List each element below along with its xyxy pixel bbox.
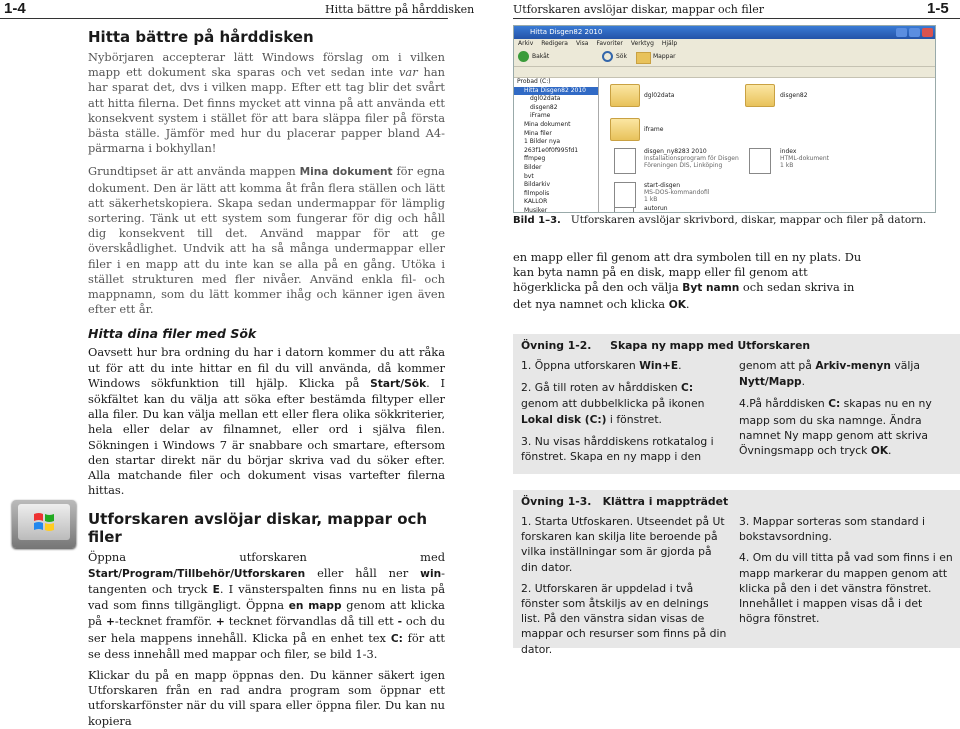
exercise-1-3-step-4: 4. Om du vill titta på vad som finns i en mapp markerar du mappen genom att klicka på den i det vänstra fönstret. Innehållet i mappen visas då i det högra fönstret. [739,551,953,626]
folder-icon [610,84,640,107]
exercise-1-3-step-3: 3. Mappar sorteras som standard i bokstavsordning. [739,515,926,544]
document-icon [614,207,634,213]
folder-icon [745,84,775,107]
section-heading-utforskaren: Utforskaren avslöjar diskar, mappar och filer [88,510,428,547]
exercise-1-2-title: Övning 1-2. Skapa ny mapp med Utforskaren [521,339,811,352]
header-rule-left [0,18,448,19]
sok-paragraph: Oavsett hur bra ordning du har i datorn kommer du att råka ut för att du inte hittar en fil du vill använda, då kommer Windows sökfunktion till hjälp. Klicka på Start/Sök. I sökfältet kan du välja att söka efter bestämda filtyper eller alla filer. Du kan välja mellan ett eller flera olika sökkriterier, hela eller delar av filnamnet, eller ord i själva filen. Sökningen i Windows 7 är snabbare och smartare, eftersom den startar direkt när du börjar skriva vad du söker efter. Alla matchande filer och dokument visas vartefter filerna hittas. [88,345,446,498]
explorer-toolbar: Bakåt Sök Mappar [514,48,935,67]
exercise-1-2-step-4: 4.På hårddisken C: skapas nu en ny mapp som du ska namnge. Ändra namnet Ny mapp genom att skriva Övningsmapp och tryck OK. [739,397,932,458]
exercise-1-3 [513,490,960,656]
exercise-1-3-title: Övning 1-3. Klättra i mappträdet [521,495,729,508]
exercise-1-2-step-3: 3. Nu visas hårddiskens rotkatalog i fönstret. Skapa en ny mapp i den [521,434,714,464]
folder-icon [610,118,640,141]
document-icon [749,148,771,174]
exercise-1-3-step-2: 2. Utforskaren är uppdelad i två fönster som åtskiljs av en delnings list. På den vänstra sidan visas de mappar och resurser som finns på din dator. [521,581,727,656]
page-number-left: 1-4 [4,0,26,17]
page-number-right: 1-5 [927,0,949,17]
folders-icon [636,52,651,64]
explorer-menu-bar: Arkiv Redigera Visa Favoriter Verktyg Hjälp [514,39,935,48]
file-pane: dgl02data disgen82 iframe disgen_ny8283 2010 Installationsprogram för Disgen Föreningen DIS, Linköping index HTML-dokument 1 kB start-disgen MS-DOS-kommandofil 1 kB autorun [600,78,935,212]
windows-logo-icon [18,504,70,540]
explorer-screenshot [513,25,936,213]
windows-key-icon [12,500,76,548]
explorer-title-bar: Hitta Disgen82 2010 [514,26,935,39]
rename-paragraph: en mapp eller fil genom att dra symbolen till en ny plats. Du kan byta namn på en disk, mapp eller fil genom att högerklicka på den och välja Byt namn och sedan skriva in det nya namnet och klicka OK. [513,250,862,311]
running-head-right: Utforskaren avslöjar diskar, mappar och filer [513,3,764,16]
section-heading: Hitta bättre på hårddisken [88,28,314,46]
exercise-1-2 [513,334,960,474]
folder-tree: Probad (C:) Hitta Disgen82 2010 dgl02data disgen82 iFrame Mina dokument Mina filer 1 Bilder nya 263f1e0f0f995fd1 ffmpeg Bilder bvt Bildarkiv filmpolis KALLOR Musiker [514,78,599,212]
running-head-left: Hitta bättre på hårddisken [325,3,475,16]
document-icon [614,182,636,208]
utforskaren-paragraph: Öppna utforskaren med Start/Program/Tillbehör/Utforskaren eller håll ner win-tangenten och tryck E. I vänsterspalten finns nu en lista på vad som finns tillgängligt. Öppna en mapp genom att klicka på +-tecknet framför. + tecknet förvandlas då till ett - och du ser hela mappens innehåll. Klicka på en enhet tex C: för att se dess innehåll med mappar och filer, se bild 1-3. [88,550,445,661]
document-icon [614,148,636,174]
exercise-1-2-step-3-cont: genom att på Arkiv-menyn välja Nytt/Mapp. [739,359,920,389]
tip-paragraph: Grundtipset är att använda mappen Mina dokument för egna dokument. Den är lätt att komma åt från flera ställen och lätt att säkerhetskopiera. Skapa sedan undermappar för lämplig sortering. Tänk ut ett system som fungerar för dig och håll dig konsekvent till det. Använd mappar för att ge överskådlighet. Undvik att ha så många undermappar eller filer i en mapp att du inte kan se alla på en gång. Utöka i stället strukturen med fler nivåer. Använd enkla fil- och mappnamn, som du lätt kommer ihåg och känner igen även efter ett år. [88,164,445,317]
search-icon [602,51,613,62]
exercise-1-3-step-1: 1. Starta Utfoskaren. Utseendet på Ut forskaren kan skilja lite beroende på vilka inställningar som är gjorda på din dator. [521,515,725,574]
address-bar [514,67,935,78]
subheading-sok: Hitta dina filer med Sök [88,326,257,342]
figure-caption: Bild 1–3. Utforskaren avslöjar skrivbord, diskar, mappar och filer på datorn. [513,214,927,226]
last-paragraph: Klickar du på en mapp öppnas den. Du känner säkert igen Utforskaren från en rad andra program som öppnar ett utforskarfönster när du vill spara eller öppna filer. Du kan nu kopiera [88,667,445,728]
header-rule-right [513,18,960,19]
intro-paragraph: Nybörjaren accepterar lätt Windows förslag om i vilken mapp ett dokument ska sparas och vet sedan inte var han har sparat det, dvs i vilken mapp. Efter ett tag blir det svårt att hitta filerna. Det finns mycket att vinna på att använda ett konsekvent system i stället för att bara släppa filer på första bästa ställe. Jämför med hur du placerar papper bland A4-pärmarna i bokhyllan! [88,50,445,156]
exercise-1-2-step-1: 1. Öppna utforskaren Win+E. [521,359,682,372]
exercise-1-2-step-2: 2. Gå till roten av hårddisken C: genom att dubbelklicka på ikonen Lokal disk (C:) i fönstret. [521,381,705,426]
